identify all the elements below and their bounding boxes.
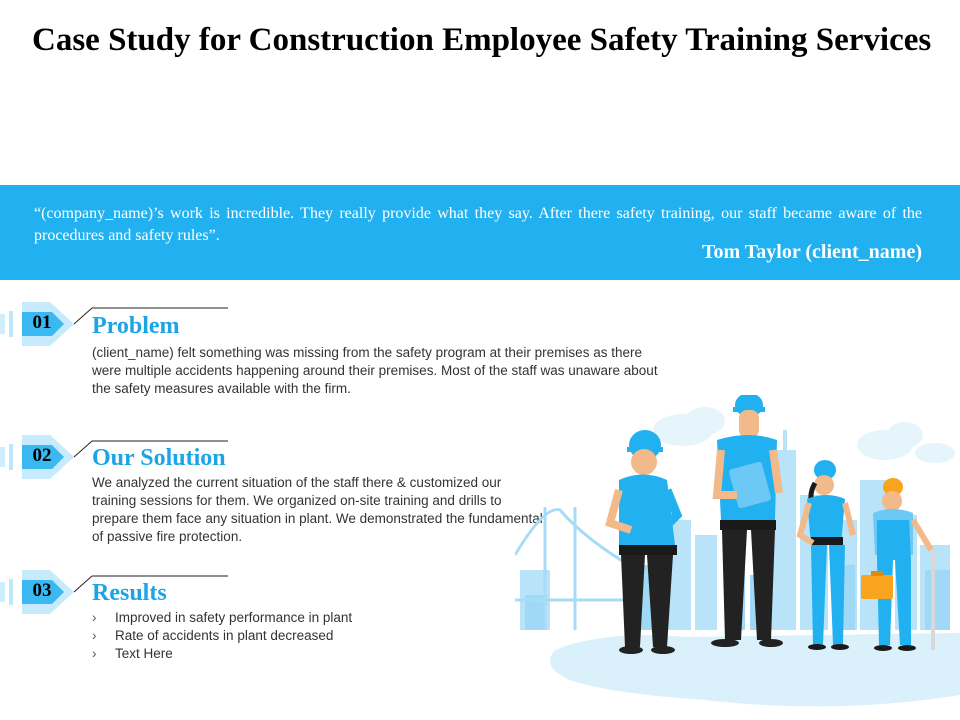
results-list: [92, 609, 512, 663]
section-body: (client_name) felt something was missing from the safety program at their premises as there were multiple accidents happening around their premises. Most of the staff was unaware about the safety measures available with the firm.: [92, 345, 658, 396]
section-number-marker: [0, 568, 80, 616]
list-item: › Text Here: [92, 646, 173, 661]
list-item: › Improved in safety performance in plant: [92, 610, 353, 625]
section-problem: [0, 300, 680, 400]
workers-skyline-icon: [515, 395, 960, 710]
testimonial-quote: “(company_name)’s work is incredible. They really provide what they say. After there safety training, our staff became aware of the procedures and safety rules”.: [34, 205, 922, 244]
section-number-marker: [0, 300, 80, 348]
section-title: Our Solution: [92, 445, 226, 471]
list-item: › Rate of accidents in plant decreased: [92, 628, 334, 643]
testimonial-author: Tom Taylor (client_name): [701, 241, 922, 263]
section-number: 03: [32, 580, 52, 601]
chevron-right-icon: ›: [92, 628, 97, 643]
section-number: 02: [32, 445, 52, 466]
chevron-right-icon: ›: [92, 646, 97, 661]
chevron-right-icon: ›: [92, 610, 97, 625]
section-title: Results: [92, 580, 167, 606]
section-number: 01: [32, 312, 52, 333]
page-title: Case Study for Construction Employee Safety Training Services: [32, 22, 932, 58]
section-number-marker: [0, 433, 80, 481]
section-title: Problem: [92, 313, 180, 339]
testimonial-band: [0, 185, 960, 280]
section-body: We analyzed the current situation of the staff there & customized our training sessions for them. We organized on-site training and drills to prepare them face any situation in plant. We demonstrated the fundamental of passive fire protection.: [92, 475, 543, 544]
construction-workers-illustration: [515, 395, 960, 710]
